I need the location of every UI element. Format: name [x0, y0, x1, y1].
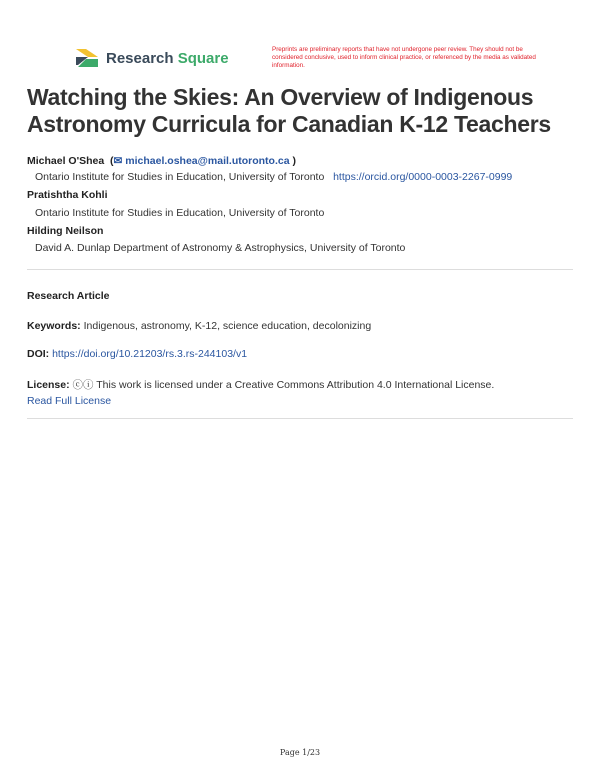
- author-affiliation: Ontario Institute for Studies in Education, University of Toronto: [35, 207, 325, 219]
- author-affiliation: Ontario Institute for Studies in Education, University of Toronto https://orcid.org/0000-0003-2267-0999: [35, 171, 513, 183]
- doi-link[interactable]: https://doi.org/10.21203/rs.3.rs-244103/v1: [52, 348, 248, 360]
- read-full-license: [27, 395, 111, 407]
- author-name: Michael O'Shea (✉ michael.oshea@mail.utoronto.ca ): [27, 155, 296, 167]
- logo-icon: [74, 47, 100, 69]
- mail-icon: ✉: [113, 155, 123, 167]
- license: License: ⓒⓘ This work is licensed under a Creative Commons Attribution 4.0 International License.: [27, 379, 495, 391]
- author-email-link[interactable]: michael.oshea@mail.utoronto.ca: [125, 155, 290, 167]
- author-name: Pratishtha Kohli: [27, 189, 108, 201]
- preprint-notice: Preprints are preliminary reports that have not undergone peer review. They should not be considered conclusive, used to inform clinical practice, or referenced by the media as validated information.: [272, 46, 536, 69]
- logo-text-research: Research: [106, 49, 174, 67]
- page-number: Page 1/23: [279, 748, 321, 757]
- article-type: Research Article: [27, 290, 110, 302]
- author-name: Hilding Neilson: [27, 225, 104, 237]
- divider: [27, 418, 573, 419]
- logo-text-square: Square: [177, 49, 229, 67]
- divider: [27, 269, 573, 270]
- by-icon: ⓘ: [83, 379, 94, 391]
- read-full-license-link[interactable]: Read Full License: [27, 395, 112, 407]
- research-square-logo[interactable]: [74, 47, 229, 69]
- cc-icon: ⓒ: [72, 379, 84, 391]
- author-affiliation: David A. Dunlap Department of Astronomy & Astrophysics, University of Toronto: [35, 242, 406, 254]
- paper-title: Watching the Skies: An Overview of Indigenous Astronomy Curricula for Canadian K-12 Teachers: [27, 84, 551, 137]
- keywords: Keywords: Indigenous, astronomy, K-12, science education, decolonizing: [27, 320, 372, 332]
- orcid-link[interactable]: https://orcid.org/0000-0003-2267-0999: [333, 171, 513, 183]
- doi: DOI: https://doi.org/10.21203/rs.3.rs-244103/v1: [27, 348, 248, 360]
